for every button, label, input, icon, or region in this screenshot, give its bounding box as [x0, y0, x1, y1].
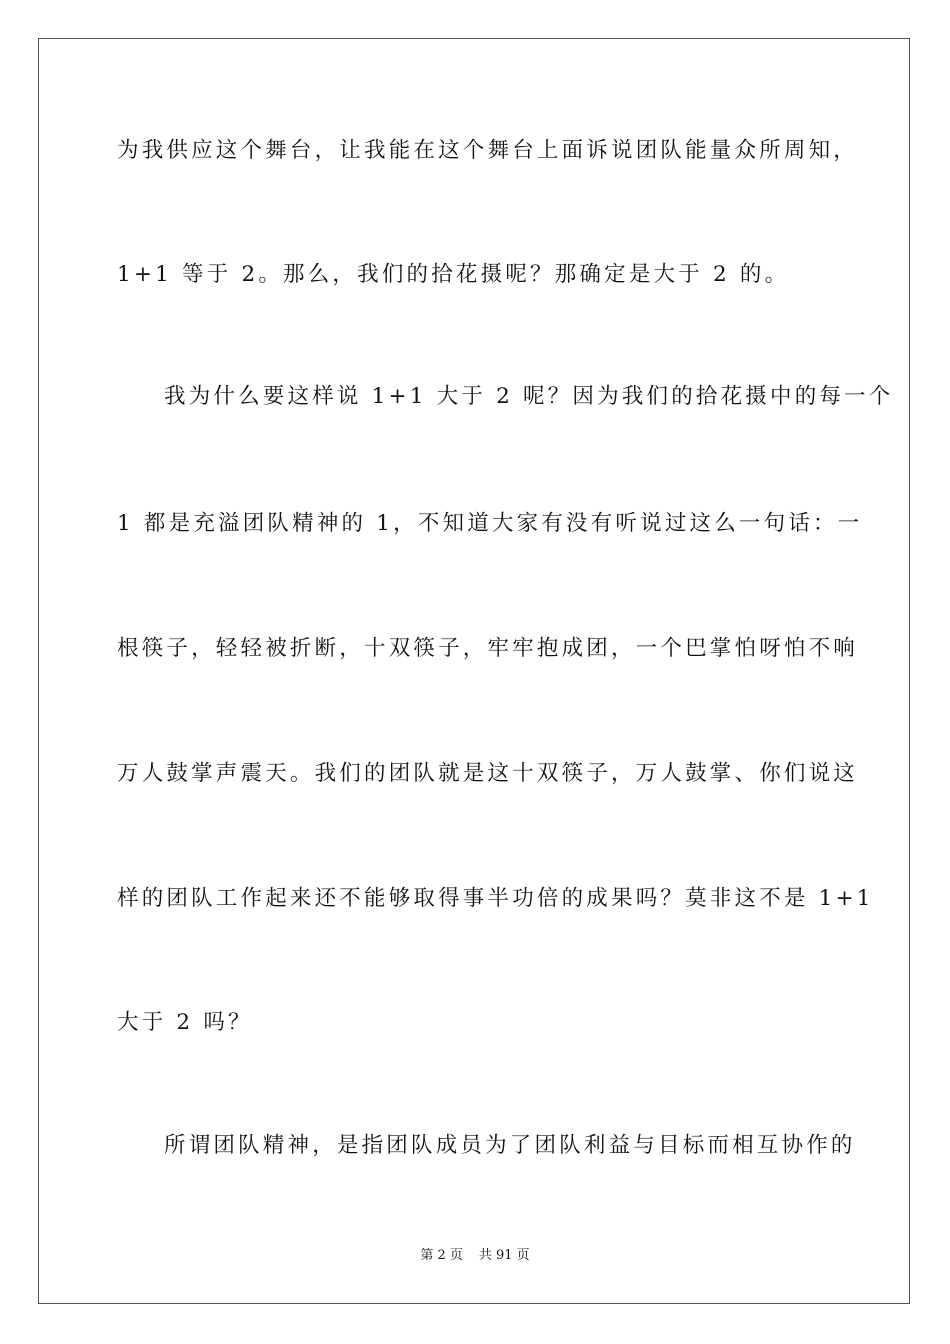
- page-number: 第 2 页: [420, 1248, 463, 1263]
- body-line-3: 我为什么要这样说 1+1 大于 2 呢？因为我们的拾花摄中的每一个: [164, 384, 894, 409]
- body-line-7: 样的团队工作起来还不能够取得事半功倍的成果吗？莫非这不是 1+1: [117, 886, 874, 911]
- page-footer: [0, 1249, 950, 1262]
- body-line-8: 大于 2 吗？: [117, 1010, 253, 1035]
- body-line-6: 万人鼓掌声震天。我们的团队就是这十双筷子，万人鼓掌、你们说这: [117, 761, 859, 786]
- page-total: 共 91 页: [478, 1248, 530, 1263]
- body-line-9: 所谓团队精神，是指团队成员为了团队利益与目标而相互协作的: [164, 1133, 856, 1158]
- page-border: [38, 38, 910, 1304]
- body-line-2: 1+1 等于 2。那么，我们的拾花摄呢？那确定是大于 2 的。: [117, 262, 790, 287]
- body-line-1: 为我供应这个舞台，让我能在这个舞台上面诉说团队能量众所周知，: [117, 138, 859, 163]
- body-line-4: 1 都是充溢团队精神的 1，不知道大家有没有听说过这么一句话：一: [117, 511, 863, 536]
- body-line-5: 根筷子，轻轻被折断，十双筷子，牢牢抱成团，一个巴掌怕呀怕不响: [117, 636, 859, 661]
